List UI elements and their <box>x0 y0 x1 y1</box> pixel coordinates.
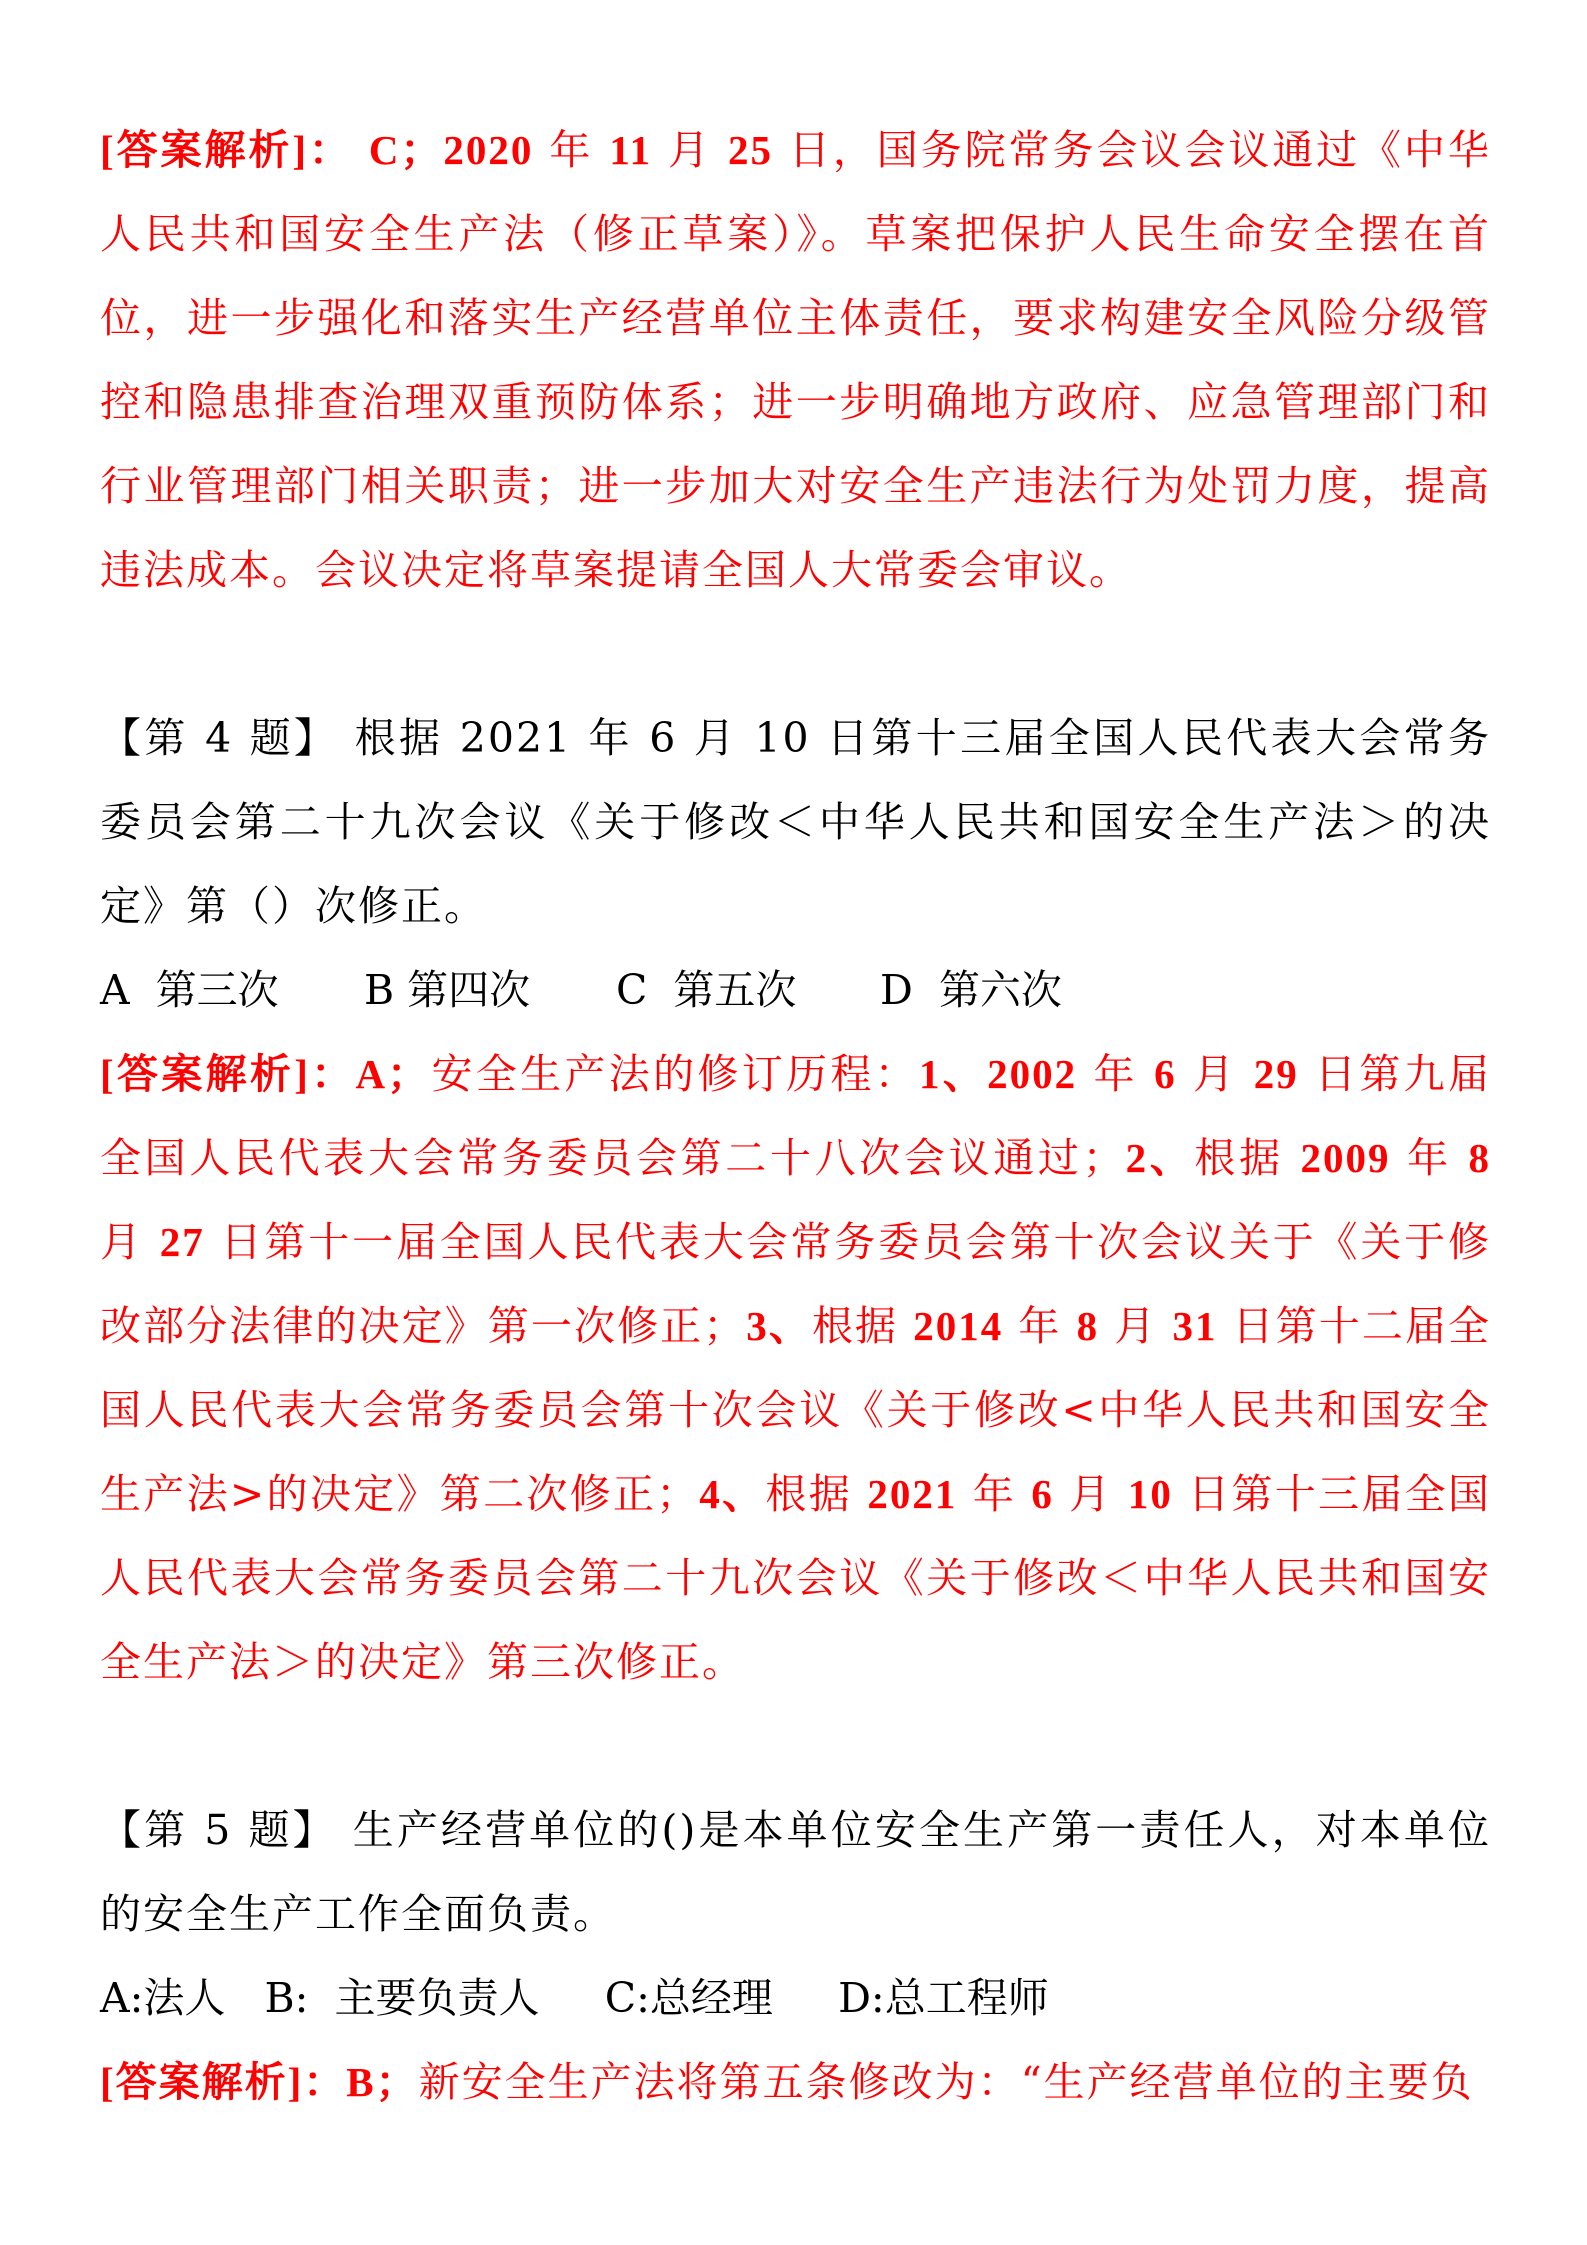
question-5-options <box>100 1956 1491 2040</box>
answer-label: [答案解析]：A； <box>100 1051 431 1097</box>
question-text: 生产经营单位的()是本单位安全生产第一责任人，对本单位的安全生产工作全面负责。 <box>100 1806 1491 1938</box>
option-d: D:总工程师 <box>838 1974 1049 2022</box>
question-4-options <box>100 948 1491 1032</box>
option-a: A 第三次 <box>100 966 279 1014</box>
option-d: D 第六次 <box>880 966 1062 1014</box>
answer-choice: C；2020 <box>368 127 534 173</box>
answer-text: 日，国务院常务会议会议通过《中华人民共和国安全生产法（修正草案）》。草案把保护人民生命安全摆在首位，进一步强化和落实生产经营单位主体责任，要求构建安全风险分级管控和隐患排查治理双重预防体系；进一步明确地方政府、应急管理部门和行业管理部门相关职责；进一步加大对安全生产违法行为处罚力度，提高违法成本。会议决定将草案提请全国人大常委会审议。 <box>100 126 1491 594</box>
answer-explanation-5 <box>100 2040 1491 2124</box>
option-a: A:法人 <box>100 1974 265 2022</box>
question-text: 根据 2021 年 6 月 10 日第十三届全国人民代表大会常务委员会第二十九次会议《关于修改＜中华人民共和国安全生产法＞的决定》第（）次修正。 <box>100 714 1492 930</box>
question-number: 【第 5 题】 <box>100 1806 337 1854</box>
option-c: C:总经理 <box>604 1974 839 2022</box>
question-4 <box>100 696 1491 948</box>
option-b: B 第四次 <box>364 966 531 1014</box>
answer-label: [答案解析]： <box>100 127 353 173</box>
question-5 <box>100 1788 1491 1956</box>
spacer <box>100 612 1491 696</box>
answer-explanation-4: [答案解析]：A；安全生产法的修订历程：1、2002 年 6 月 29 日第九届全国人民代表大会常务委员会第二十八次会议通过；2、根据 2009 年 8 月 27 日第十一届全国人民代表大会常务委员会第十次会议关于《关于修改部分法律的决定》第一次修正；3、根据 2014 年 8 月 31 日第十二届全国人民代表大会常务委员会第十次会议《关于修改<中华人民共和国安全生产法>的决定》第二次修正；4、根据 2021 年 6 月 10 日第十三届全国人民代表大会常务委员会第二十九次会议《关于修改＜中华人民共和国安全生产法＞的决定》第三次修正。 <box>100 1050 1492 1686</box>
answer-text: 新安全生产法将第五条修改为：“生产经营单位的主要负 <box>418 2058 1474 2106</box>
option-b: B: 主要负责人 <box>264 1974 605 2022</box>
question-number: 【第 4 题】 <box>100 714 339 762</box>
answer-explanation-3: [答案解析]： C；2020 年 11 月 25 日，国务院常务会议会议通过《中华人民共和国安全生产法（修正草案）》。草案把保护人民生命安全摆在首位，进一步强化和落实生产经营单位主体责任，要求构建安全风险分级管控和隐患排查治理双重预防体系；进一步明确地方政府、应急管理部门和行业管理部门相关职责；进一步加大对安全生产违法行为处罚力度，提高违法成本。会议决定将草案提请全国人大常委会审议。 <box>100 126 1491 594</box>
spacer <box>100 1704 1491 1788</box>
answer-label: [答案解析]：B； <box>100 2059 419 2105</box>
option-c: C 第五次 <box>616 966 797 1014</box>
